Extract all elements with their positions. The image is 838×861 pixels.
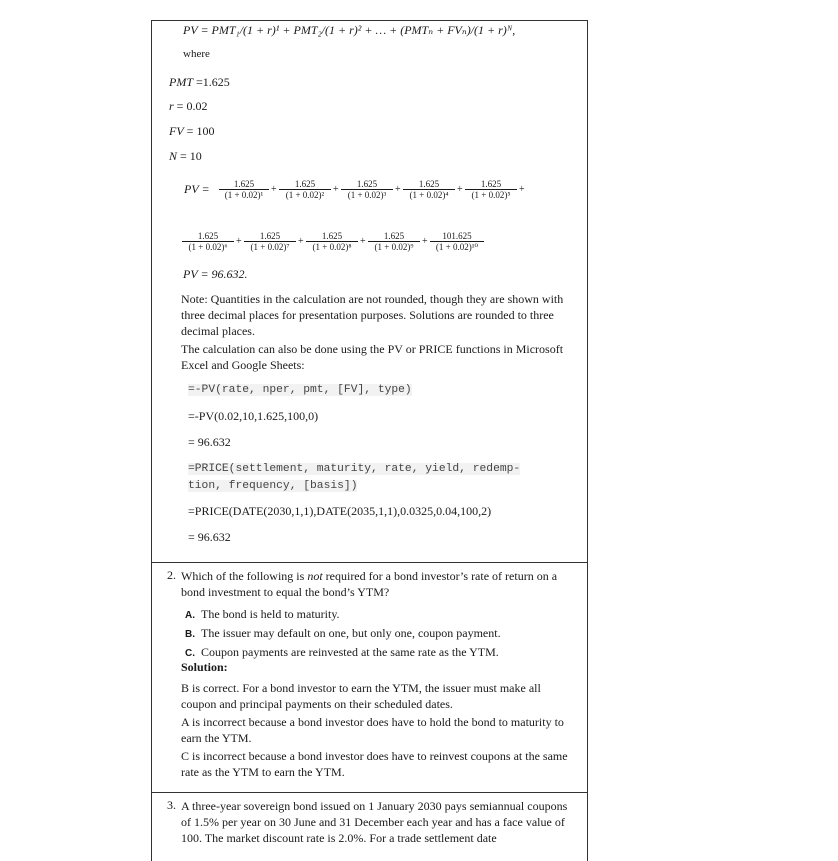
price-result-excel: = 96.632	[188, 530, 231, 544]
price-call: =PRICE(DATE(2030,1,1),DATE(2035,1,1),0.0325,0.04,100,2)	[188, 504, 492, 518]
given-r: r = 0.02	[169, 99, 208, 113]
plus-sign: +	[422, 236, 428, 247]
q2-number: 2.	[167, 568, 176, 582]
plus-sign: +	[236, 236, 242, 247]
fraction-term-1: $\frac{1.625}{\text{(1 + 0.02)¹}}$	[219, 179, 269, 200]
pv-result-excel: = 96.632	[188, 435, 231, 449]
given-n: N = 10	[169, 149, 202, 163]
pv-syntax: =-PV(rate, nper, pmt, [FV], type)	[188, 384, 412, 396]
q3-question: A three-year sovereign bond issued on 1 January 2030 pays semiannual coupons of 1.5% per year on 30 June and 31 December each year and has a face value of 100. The market discount rate is 2.0%. For a trade settlement date	[181, 799, 568, 845]
plus-sign: +	[298, 236, 304, 247]
q2-solution-a: A is incorrect because a bond investor does have to hold the bond to maturity to earn the YTM.	[181, 715, 564, 745]
given-fv: FV = 100	[169, 124, 215, 138]
price-syntax: =PRICE(settlement, maturity, rate, yield, redemp- tion, frequency, [basis])	[188, 463, 521, 492]
pv-result: PV = 96.632.	[183, 267, 248, 281]
plus-sign: +	[333, 184, 339, 195]
solution-label: Solution:	[181, 660, 228, 674]
plus-sign: +	[457, 184, 463, 195]
q2-question: Which of the following is not required for a bond investor’s rate of return on a bond investment to equal the bond’s YTM?	[181, 569, 558, 599]
pv-call: =-PV(0.02,10,1.625,100,0)	[188, 409, 319, 423]
fraction-term-5: $\frac{1.625}{\text{(1 + 0.02)⁵}}$	[465, 179, 517, 200]
given-pmt: PMT =1.625	[169, 75, 230, 89]
fraction-term-3: $\frac{1.625}{\text{(1 + 0.02)³}}$	[341, 179, 393, 200]
plus-sign: +	[395, 184, 401, 195]
section-divider	[151, 792, 587, 793]
fraction-term-6: $\frac{1.625}{\text{(1 + 0.02)⁶}}$	[182, 231, 234, 252]
q2-option-a: A. The bond is held to maturity.	[185, 607, 340, 621]
pv-lhs: PV =	[184, 182, 210, 196]
section-divider	[151, 562, 587, 563]
excel-intro: The calculation can also be done using the PV or PRICE functions in Microsoft Excel and Google Sheets:	[181, 342, 564, 372]
fraction-term-10: $\frac{101.625}{\text{(1 + 0.02)¹⁰}}$	[430, 231, 484, 252]
q3-number: 3.	[167, 798, 176, 812]
q2-option-b: B. The issuer may default on one, but only one, coupon payment.	[185, 626, 501, 640]
fraction-term-2: $\frac{1.625}{\text{(1 + 0.02)²}}$	[279, 179, 331, 200]
q2-solution-c: C is incorrect because a bond investor does have to reinvest coupons at the same rate as the YTM to earn the YTM.	[181, 749, 568, 779]
q2-option-c: C. Coupon payments are reinvested at the same rate as the YTM.	[185, 645, 499, 659]
plus-sign: +	[519, 184, 525, 195]
q2-solution-b: B is correct. For a bond investor to earn the YTM, the issuer must make all coupon and principal payments on their scheduled dates.	[181, 681, 541, 711]
pv-general-formula: PV = PMT₁/(1 + r)¹ + PMT₂/(1 + r)² + … + (PMTₙ + FVₙ)/(1 + r)ᴺ,	[183, 23, 516, 37]
fraction-term-9: $\frac{1.625}{\text{(1 + 0.02)⁹}}$	[368, 231, 420, 252]
fraction-term-7: $\frac{1.625}{\text{(1 + 0.02)⁷}}$	[244, 231, 296, 252]
plus-sign: +	[271, 184, 277, 195]
plus-sign: +	[360, 236, 366, 247]
fraction-term-4: $\frac{1.625}{\text{(1 + 0.02)⁴}}$	[403, 179, 455, 200]
where-label: where	[183, 48, 210, 60]
fraction-term-8: $\frac{1.625}{\text{(1 + 0.02)⁸}}$	[306, 231, 358, 252]
rounding-note: Note: Quantities in the calculation are not rounded, though they are shown with three decimal places for presentation purposes. Solutions are rounded to three decimal places.	[181, 292, 564, 338]
